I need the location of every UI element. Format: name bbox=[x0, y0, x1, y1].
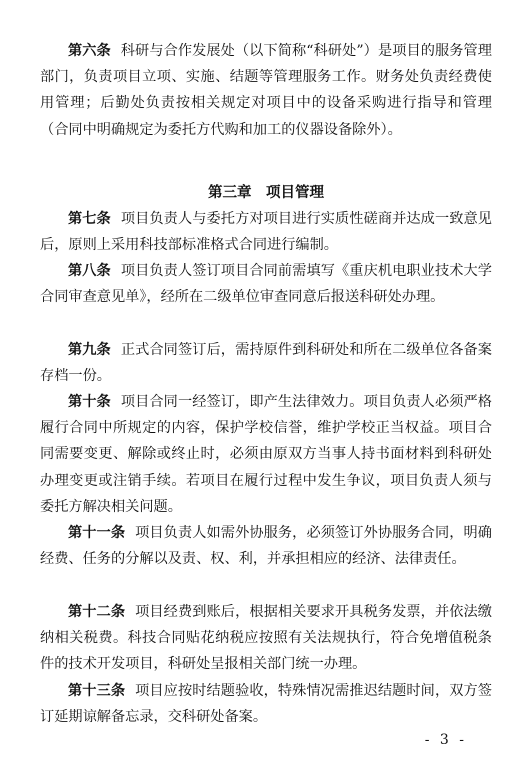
article-text: 正式合同签订后，需持原件到科研处和所在二级单位各备案存档一份。 bbox=[40, 342, 492, 385]
article-11 bbox=[40, 520, 492, 572]
article-text: 项目负责人与委托方对项目进行实质性磋商并达成一致意见后，原则上采用科技部标准格式合同进行编制。 bbox=[40, 211, 492, 254]
article-label: 第十二条 bbox=[68, 604, 126, 620]
article-text: 项目负责人如需外协服务，必须签订外协服务合同，明确经费、任务的分解以及责、权、利，并承担相应的经济、法律责任。 bbox=[40, 525, 492, 568]
article-10 bbox=[40, 389, 492, 520]
page-number: - 3 - bbox=[424, 732, 467, 748]
article-label: 第十三条 bbox=[68, 683, 126, 699]
article-label: 第八条 bbox=[68, 263, 111, 279]
article-label: 第十条 bbox=[68, 394, 111, 410]
article-text: 项目经费到账后，根据相关要求开具税务发票，并依法缴纳相关税费。科技合同贴花纳税应按照有关法规执行，符合免增值税条件的技术开发项目，科研处呈报相关部门统一办理。 bbox=[40, 604, 492, 673]
article-7 bbox=[40, 206, 492, 258]
article-text: 项目合同一经签订，即产生法律效力。项目负责人必须严格履行合同中所规定的内容，保护学校信誉，维护学校正当权益。项目合同需要变更、解除或终止时，必须由原双方当事人持书面材料到科研处办理变更或注销手续。若项目在履行过程中发生争议，项目负责人须与委托方解决相关问题。 bbox=[40, 394, 492, 515]
chapter-title: 第三章 项目管理 bbox=[208, 185, 324, 201]
article-13 bbox=[40, 678, 492, 730]
article-12 bbox=[40, 599, 492, 678]
article-text: 科研与合作发展处（以下简称“科研处”）是项目的服务管理部门，负责项目立项、实施、结题等管理服务工作。财务处负责经费使用管理；后勤处负责按相关规定对项目中的设备采购进行指导和管理（合同中明确规定为委托方代购和加工的仪器设备除外）。 bbox=[40, 43, 492, 138]
article-text: 项目负责人签订项目合同前需填写《重庆机电职业技术大学合同审查意见单》，经所在二级单位审查同意后报送科研处办理。 bbox=[40, 263, 492, 306]
article-6 bbox=[40, 38, 492, 143]
article-label: 第七条 bbox=[68, 211, 111, 227]
article-9 bbox=[40, 337, 492, 389]
article-label: 第九条 bbox=[68, 342, 111, 358]
article-text: 项目应按时结题验收，特殊情况需推迟结题时间，双方签订延期谅解备忘录，交科研处备案。 bbox=[40, 683, 492, 726]
article-8 bbox=[40, 258, 492, 310]
article-label: 第十一条 bbox=[68, 525, 126, 541]
article-label: 第六条 bbox=[68, 43, 111, 59]
